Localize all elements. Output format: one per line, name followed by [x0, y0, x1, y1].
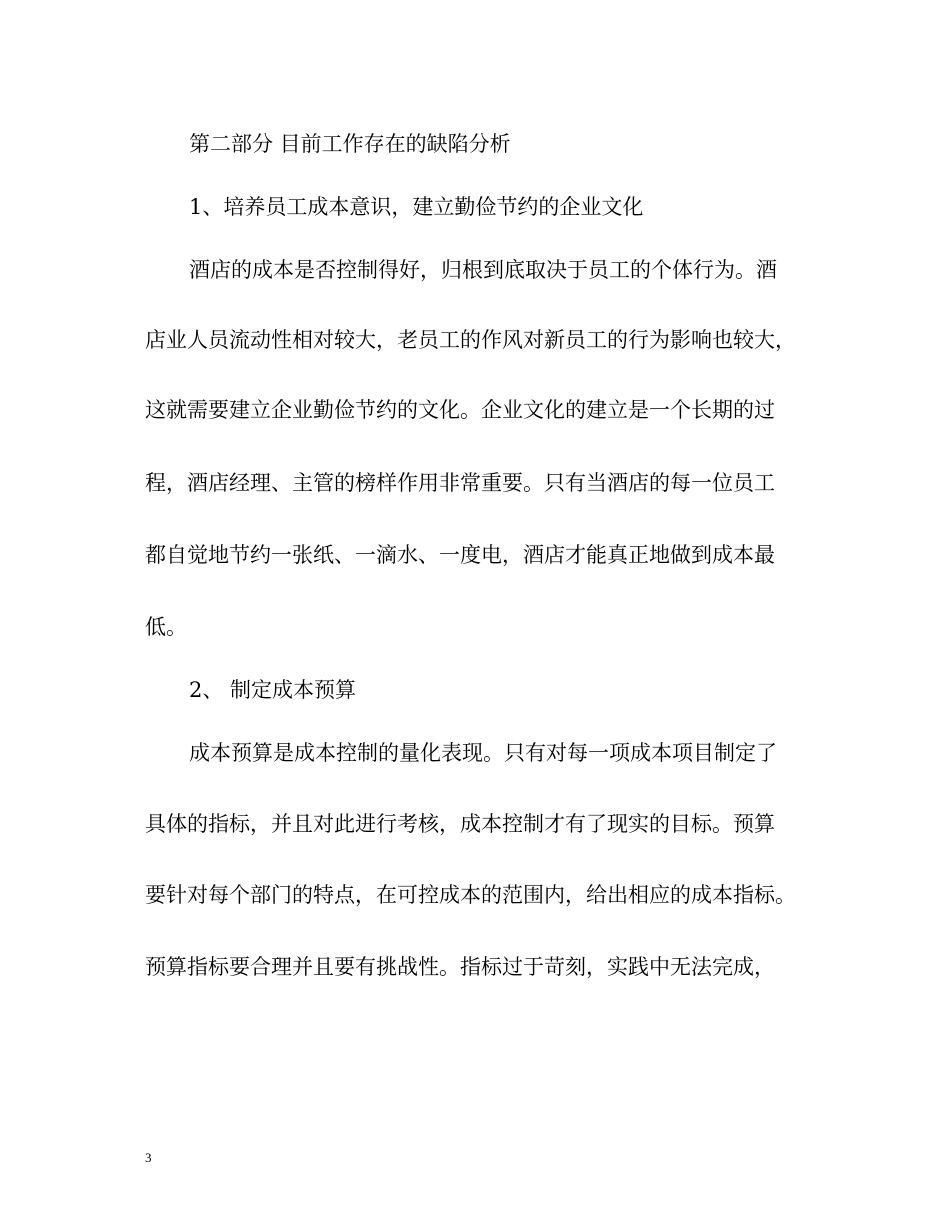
paragraph-line: 要针对每个部门的特点，在可控成本的范围内，给出相应的成本指标。 — [145, 883, 796, 907]
paragraph-line: 程，酒店经理、主管的榜样作用非常重要。只有当酒店的每一位员工 — [145, 471, 775, 495]
paragraph-line: 具体的指标，并且对此进行考核，成本控制才有了现实的目标。预算 — [145, 812, 775, 836]
paragraph-line: 店业人员流动性相对较大，老员工的作风对新员工的行为影响也较大， — [145, 328, 796, 352]
subheading-1: 1、培养员工成本意识，建立勤俭节约的企业文化 — [189, 195, 644, 219]
paragraph-line: 这就需要建立企业勤俭节约的文化。企业文化的建立是一个长期的过 — [145, 398, 775, 422]
section-heading: 第二部分 目前工作存在的缺陷分析 — [189, 132, 511, 156]
page-number: 3 — [145, 1150, 152, 1165]
paragraph-line: 低。 — [145, 615, 187, 639]
paragraph-line: 都自觉地节约一张纸、一滴水、一度电，酒店才能真正地做到成本最 — [145, 543, 775, 567]
paragraph-line: 预算指标要合理并且要有挑战性。指标过于苛刻，实践中无法完成， — [145, 955, 775, 979]
paragraph-line: 酒店的成本是否控制得好，归根到底取决于员工的个体行为。酒 — [189, 258, 777, 282]
paragraph-line: 成本预算是成本控制的量化表现。只有对每一项成本项目制定了 — [189, 741, 777, 765]
subheading-2: 2、 制定成本预算 — [189, 678, 357, 702]
